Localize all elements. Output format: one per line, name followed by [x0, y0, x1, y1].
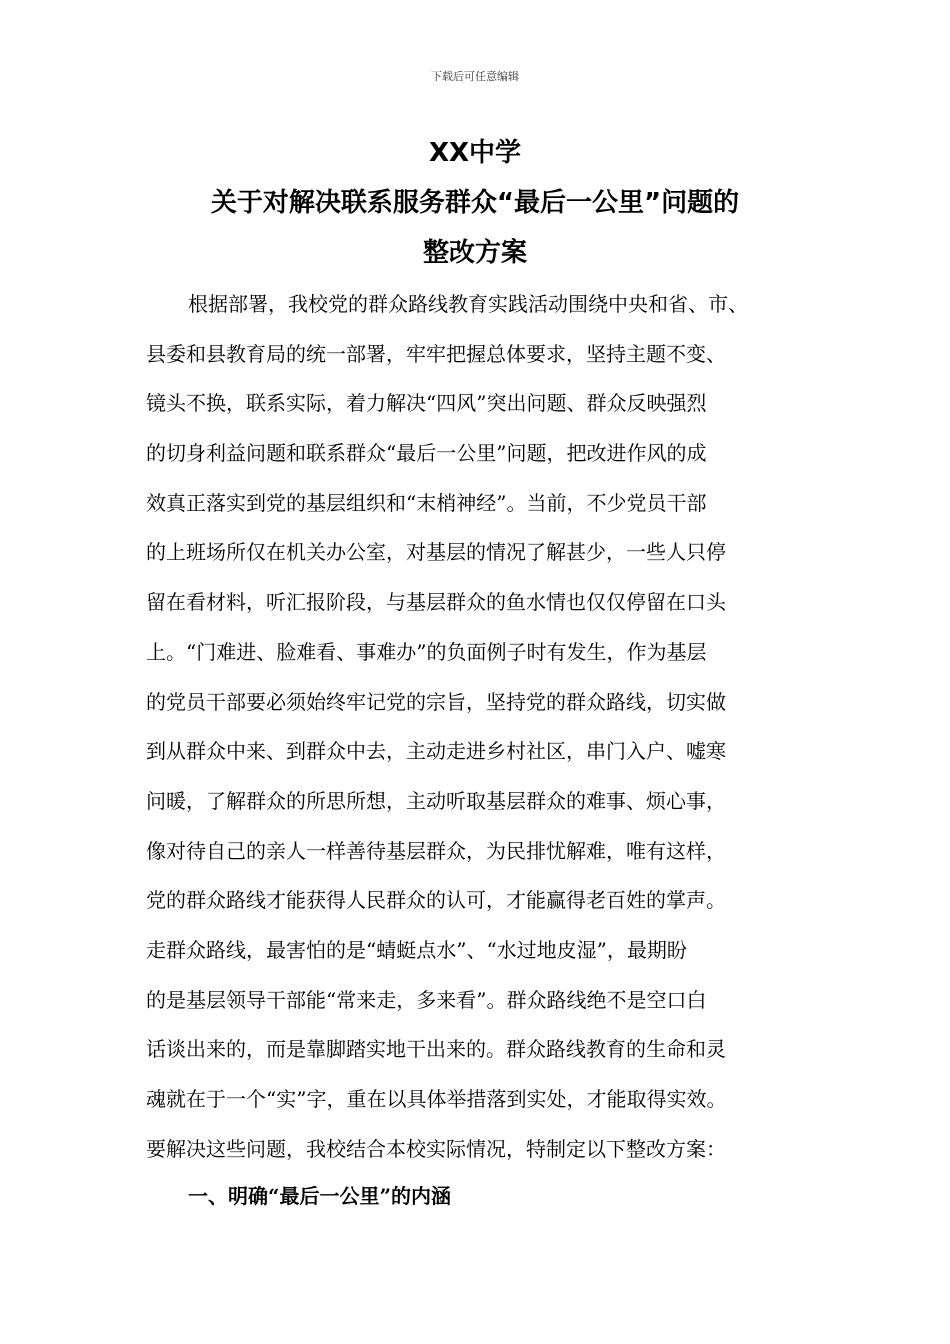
body-line: 的切身利益问题和联系群众“最后一公里”问题，把改进作风的成 [146, 441, 707, 466]
body-line: 的是基层领导干部能“常来走，多来看”。群众路线绝不是空口白 [146, 987, 707, 1012]
body-line: 党的群众路线才能获得人民群众的认可，才能赢得老百姓的掌声。 [146, 888, 726, 913]
title-line-3: 整改方案 [422, 238, 527, 268]
body-line: 镜头不换，联系实际，着力解决“四风”突出问题、群众反映强烈 [146, 391, 707, 416]
body-paragraph [146, 280, 826, 1174]
body-line: 走群众路线，最害怕的是“蜻蜓点水”、“水过地皮湿”，最期盼 [146, 937, 687, 962]
body-line: 上。“门难进、脸难看、事难办”的负面例子时有发生，作为基层 [146, 639, 707, 664]
header-note: 下载后可任意编辑 [431, 70, 519, 83]
title-line-2: 关于对解决联系服务群众“最后一公里”问题的 [210, 188, 740, 218]
body-line: 话谈出来的，而是靠脚踏实地干出来的。群众路线教育的生命和灵 [146, 1037, 726, 1062]
body-line: 问暖，了解群众的所思所想，主动听取基层群众的难事、烦心事， [146, 788, 726, 813]
section-heading: 一、明确“最后一公里”的内涵 [188, 1184, 452, 1208]
body-line: 要解决这些问题，我校结合本校实际情况，特制定以下整改方案： [146, 1136, 726, 1161]
body-line: 的党员干部要必须始终牢记党的宗旨，坚持党的群众路线，切实做 [146, 689, 726, 714]
body-line: 魂就在于一个“实”字，重在以具体举措落到实处，才能取得实效。 [146, 1087, 727, 1111]
body-line: 效真正落实到党的基层组织和“末梢神经”。当前，不少党员干部 [146, 490, 707, 515]
title-line-1: XX中学 [428, 138, 522, 168]
body-line: 的上班场所仅在机关办公室，对基层的情况了解甚少，一些人只停 [146, 540, 726, 565]
body-line: 到从群众中来、到群众中去，主动走进乡村社区，串门入户、嘘寒 [146, 739, 726, 764]
document-title [0, 128, 950, 278]
body-line: 留在看材料，听汇报阶段，与基层群众的鱼水情也仅仅停留在口头 [146, 590, 726, 615]
body-line: 根据部署，我校党的群众路线教育实践活动围绕中央和省、市、 [188, 292, 748, 316]
body-line: 像对待自己的亲人一样善待基层群众，为民排忧解难，唯有这样， [146, 838, 726, 863]
body-line: 县委和县教育局的统一部署，牢牢把握总体要求，坚持主题不变、 [146, 341, 726, 366]
